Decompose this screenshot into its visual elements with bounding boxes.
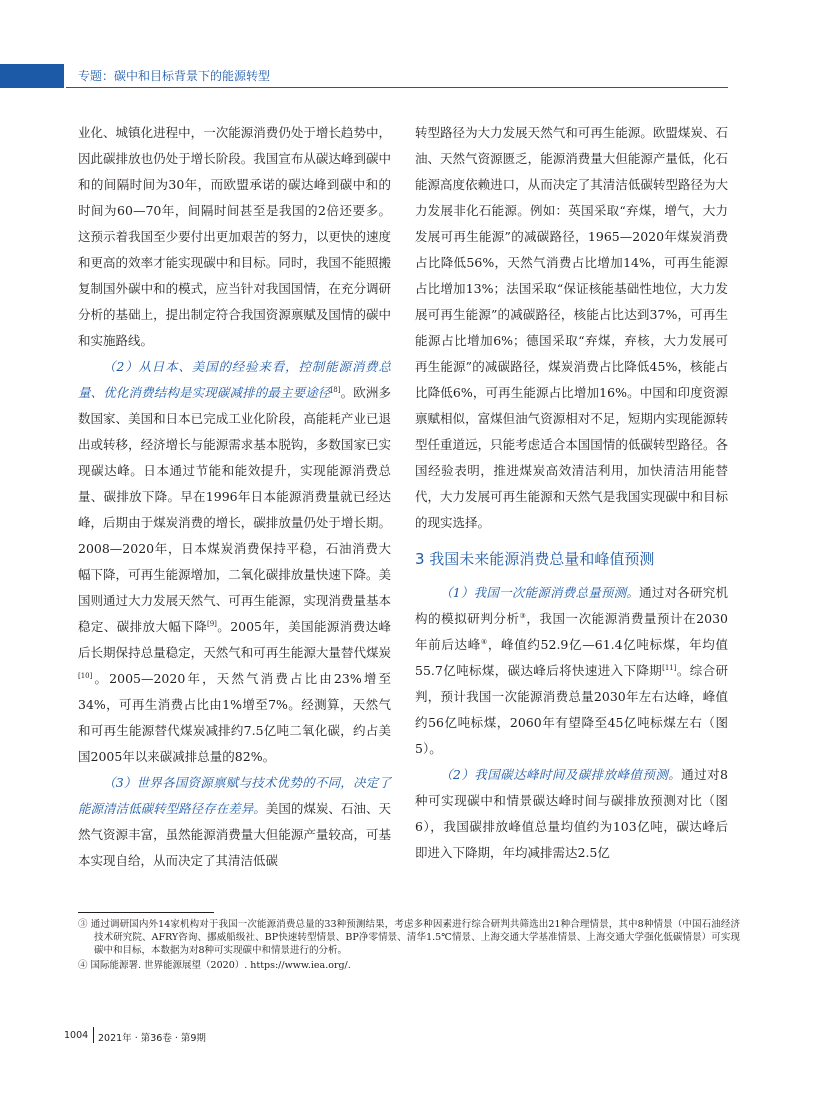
citation-10: [10] xyxy=(78,671,93,680)
footnote-rule xyxy=(78,912,214,913)
running-header xyxy=(0,64,816,88)
footnote-3: ③ 通过调研国内外14家机构对于我国一次能源消费总量的33种预测结果，考虑多种因素进行综合研判共筛选出21种合理情景，其中8种情景（中国石油经济技术研究院、AFRY咨询、挪威船级社、BP快速转型情景、BP净零情景、清华1.5℃情景、上海交通大学基准情景、上海交通大学强化低碳情景）可实现碳中和目标，本数据为对8种可实现碳中和情景进行的分析。 xyxy=(78,919,740,956)
section-3-point-1-text-b: ，我国一次能源消费量预计在2030年前后达峰 xyxy=(415,611,728,652)
left-column xyxy=(78,120,391,874)
right-paragraph-2 xyxy=(415,580,728,762)
point-2-heading: （2）从日本、美国的经验来看，控制能源消费总量、优化消费结构是实现碳减排的最主要途径 xyxy=(78,359,391,400)
left-paragraph-2 xyxy=(78,354,391,770)
citation-11: [11] xyxy=(662,663,677,672)
point-2-text-a: 。欧洲多数国家、美国和日本已完成工业化阶段，高能耗产业已退出或转移，经济增长与能源需求基本脱钩，多数国家已实现碳达峰。日本通过节能和能效提升，实现能源消费总量、碳排放下降。早在1996年日本能源消费量就已经达峰，后期由于煤炭消费的增长，碳排放量仍处于增长期。2008—2020年，日本煤炭消费保持平稳，石油消费大幅下降，可再生能源增加，二氧化碳排放量快速下降。美国则通过大力发展天然气、可再生能源，实现消费量基本稳定、碳排放大幅下降 xyxy=(78,385,391,634)
page-footer xyxy=(64,1027,364,1043)
right-paragraph-3 xyxy=(415,762,728,866)
section-3-title: 3 我国未来能源消费总量和峰值预测 xyxy=(415,550,655,568)
section-3-point-1-heading: （1）我国一次能源消费总量预测。 xyxy=(440,585,640,600)
left-paragraph-3 xyxy=(78,770,391,874)
section-3-point-1-text-a: 通过对各研究机构的模拟研判分析 xyxy=(415,585,728,626)
footnote-mark-3: ③ xyxy=(519,611,527,620)
header-rule xyxy=(66,87,728,88)
section-3-point-2-text: 通过对8种可实现碳中和情景碳达峰时间与碳排放预测对比（图6），我国碳排放峰值总量均值约为103亿吨，碳达峰后即进入下降期，年均减排需达2.5亿 xyxy=(415,767,728,860)
header-accent-block xyxy=(0,64,64,88)
left-paragraph-1: 业化、城镇化进程中，一次能源消费仍处于增长趋势中，因此碳排放也仍处于增长阶段。我国宣布从碳达峰到碳中和的间隔时间为30年，而欧盟承诺的碳达峰到碳中和的时间为60—70年，间隔时间甚至是我国的2倍还要多。这预示着我国至少要付出更加艰苦的努力，以更快的速度和更高的效率才能实现碳中和目标。同时，我国不能照搬复制国外碳中和的模式，应当针对我国国情，在充分调研分析的基础上，提出制定符合我国资源禀赋及国情的碳中和实施路线。 xyxy=(78,125,391,348)
header-title: 专题：碳中和目标背景下的能源转型 xyxy=(78,69,271,83)
point-3-heading: （3）世界各国资源禀赋与技术优势的不同，决定了能源清洁低碳转型路径存在差异。 xyxy=(78,775,391,816)
section-3-point-1-text-c: ，峰值约52.9亿—61.4亿吨标煤，年均值55.7亿吨标煤，碳达峰后将快速进入下降期 xyxy=(415,637,728,678)
point-2-text-b: 。2005年，美国能源消费达峰后长期保持总量稳定，天然气和可再生能源大量替代煤炭 xyxy=(78,619,391,660)
section-3-point-1-text-d: 。综合研判，预计我国一次能源消费总量2030年左右达峰，峰值约56亿吨标煤，2060年有望降至45亿吨标煤左右（图5）。 xyxy=(415,663,728,756)
right-paragraph-1: 转型路径为大力发展天然气和可再生能源。欧盟煤炭、石油、天然气资源匮乏，能源消费量大但能源产量低，化石能源高度依赖进口，从而决定了其清洁低碳转型路径为大力发展非化石能源。例如：英国采取“弃煤，增气，大力发展可再生能源”的减碳路径，1965—2020年煤炭消费占比降低56%，天然气消费占比增加14%，可再生能源占比增加13%；法国采取“保证核能基础性地位，大力发展可再生能源”的减碳路径，核能占比达到37%，可再生能源占比增加6%；德国采取“弃煤，弃核，大力发展可再生能源”的减碳路径，煤炭消费占比降低45%，核能占比降低6%，可再生能源占比增加16%。中国和印度资源禀赋相似，富煤但油气资源相对不足，短期内实现能源转型任重道远，只能考虑适合本国国情的低碳转型路径。各国经验表明，推进煤炭高效清洁利用，加快清洁用能替代，大力发展可再生能源和天然气是我国实现碳中和目标的现实选择。 xyxy=(415,125,728,530)
point-3-text: 美国的煤炭、石油、天然气资源丰富，虽然能源消费量大但能源产量较高，可基本实现自给，从而决定了其清洁低碳 xyxy=(78,801,391,868)
footnote-mark-4: ④ xyxy=(480,637,488,646)
citation-9: [9] xyxy=(206,619,217,628)
citation-8: [8] xyxy=(330,385,341,394)
issue-info: 2021年 · 第36卷 · 第9期 xyxy=(98,1033,206,1044)
footnotes xyxy=(78,918,740,974)
point-2-text-c: 。2005—2020年，天然气消费占比由23%增至34%，可再生消费占比由1%增至7%。经测算，天然气和可再生能源替代煤炭减排约7.5亿吨二氧化碳，约占美国2005年以来碳减排总量的82%。 xyxy=(78,671,391,764)
right-column xyxy=(415,120,728,866)
section-3-point-2-heading: （2）我国碳达峰时间及碳排放峰值预测。 xyxy=(440,767,682,782)
page-number: 1004 xyxy=(64,1030,89,1041)
footnote-4: ④ 国际能源署. 世界能源展望（2020）. https://www.iea.org/. xyxy=(78,960,351,971)
footer-divider xyxy=(93,1027,94,1043)
